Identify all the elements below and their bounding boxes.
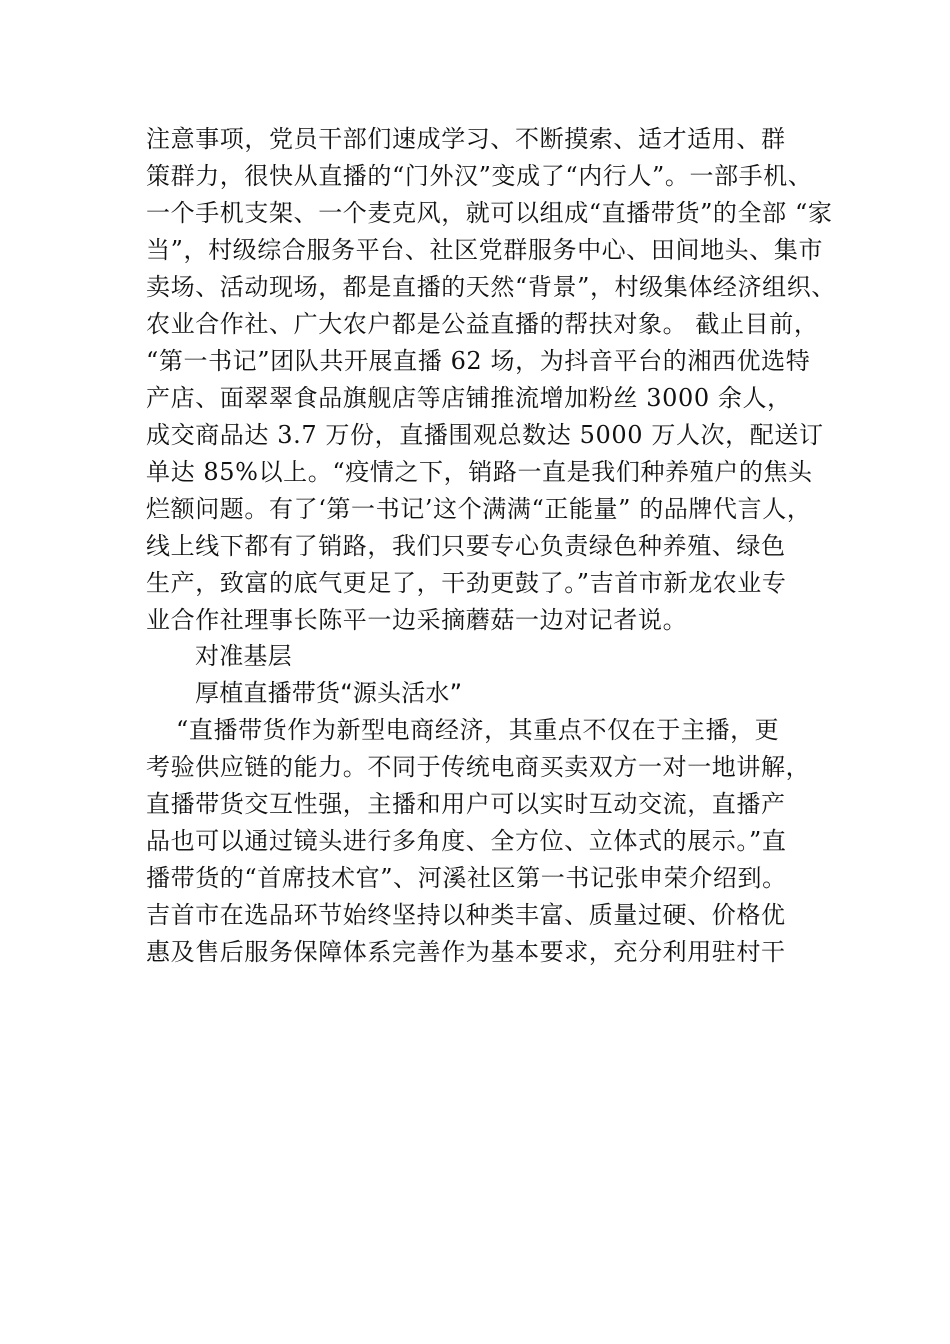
paragraph-1-line-3: 一个手机支架、一个麦克风，就可以组成“直播带货”的全部 “家 — [146, 199, 833, 227]
paragraph-2-line-5: 播带货的“首席技术官”、河溪社区第一书记张申荣介绍到。 — [146, 864, 787, 892]
paragraph-2-line-1: “直播带货作为新型电商经济，其重点不仅在于主播，更 — [176, 716, 780, 744]
paragraph-1-line-7: “第一书记”团队共开展直播 62 场，为抖音平台的湘西优选特 — [146, 347, 811, 375]
paragraph-1-line-12: 线上线下都有了销路，我们只要专心负责绿色种养殖、绿色 — [146, 532, 786, 560]
paragraph-2-line-2: 考验供应链的能力。不同于传统电商买卖双方一对一地讲解， — [146, 753, 811, 781]
paragraph-1-line-2: 策群力，很快从直播的“门外汉”变成了“内行人”。一部手机、 — [146, 162, 813, 190]
paragraph-2-line-7: 惠及售后服务保障体系完善作为基本要求，充分利用驻村干 — [146, 938, 786, 966]
paragraph-1-line-8: 产店、面翠翠食品旗舰店等店铺推流增加粉丝 3000 余人， — [146, 384, 792, 412]
paragraph-1-line-1: 注意事项，党员干部们速成学习、不断摸索、适才适用、群 — [146, 125, 786, 153]
paragraph-2-line-6: 吉首市在选品环节始终坚持以种类丰富、质量过硬、价格优 — [146, 901, 786, 929]
paragraph-1-line-6: 农业合作社、广大农户都是公益直播的帮扶对象。 截止目前， — [146, 310, 819, 338]
paragraph-1-line-14: 业合作社理事长陈平一边采摘蘑菇一边对记者说。 — [146, 606, 688, 634]
paragraph-2-line-4: 品也可以通过镜头进行多角度、全方位、立体式的展示。”直 — [146, 827, 787, 855]
section-heading-2: 厚植直播带货“源头活水” — [195, 679, 463, 707]
paragraph-1-line-11: 烂额问题。有了‘第一书记’这个满满“正能量” 的品牌代言人， — [146, 495, 812, 523]
paragraph-1-line-13: 生产，致富的底气更足了，干劲更鼓了。”吉首市新龙农业专 — [146, 569, 787, 597]
paragraph-1-line-4: 当”，村级综合服务平台、社区党群服务中心、田间地头、集市 — [146, 236, 824, 264]
section-heading-1: 对准基层 — [195, 642, 292, 670]
paragraph-1-line-9: 成交商品达 3.7 万份，直播围观总数达 5000 万人次，配送订 — [146, 421, 824, 449]
paragraph-1-line-10: 单达 85%以上。“疫情之下，销路一直是我们种养殖户的焦头 — [146, 458, 813, 486]
paragraph-2-line-3: 直播带货交互性强，主播和用户可以实时互动交流，直播产 — [146, 790, 786, 818]
paragraph-1-line-5: 卖场、活动现场，都是直播的天然“背景”，村级集体经济组织、 — [146, 273, 836, 301]
